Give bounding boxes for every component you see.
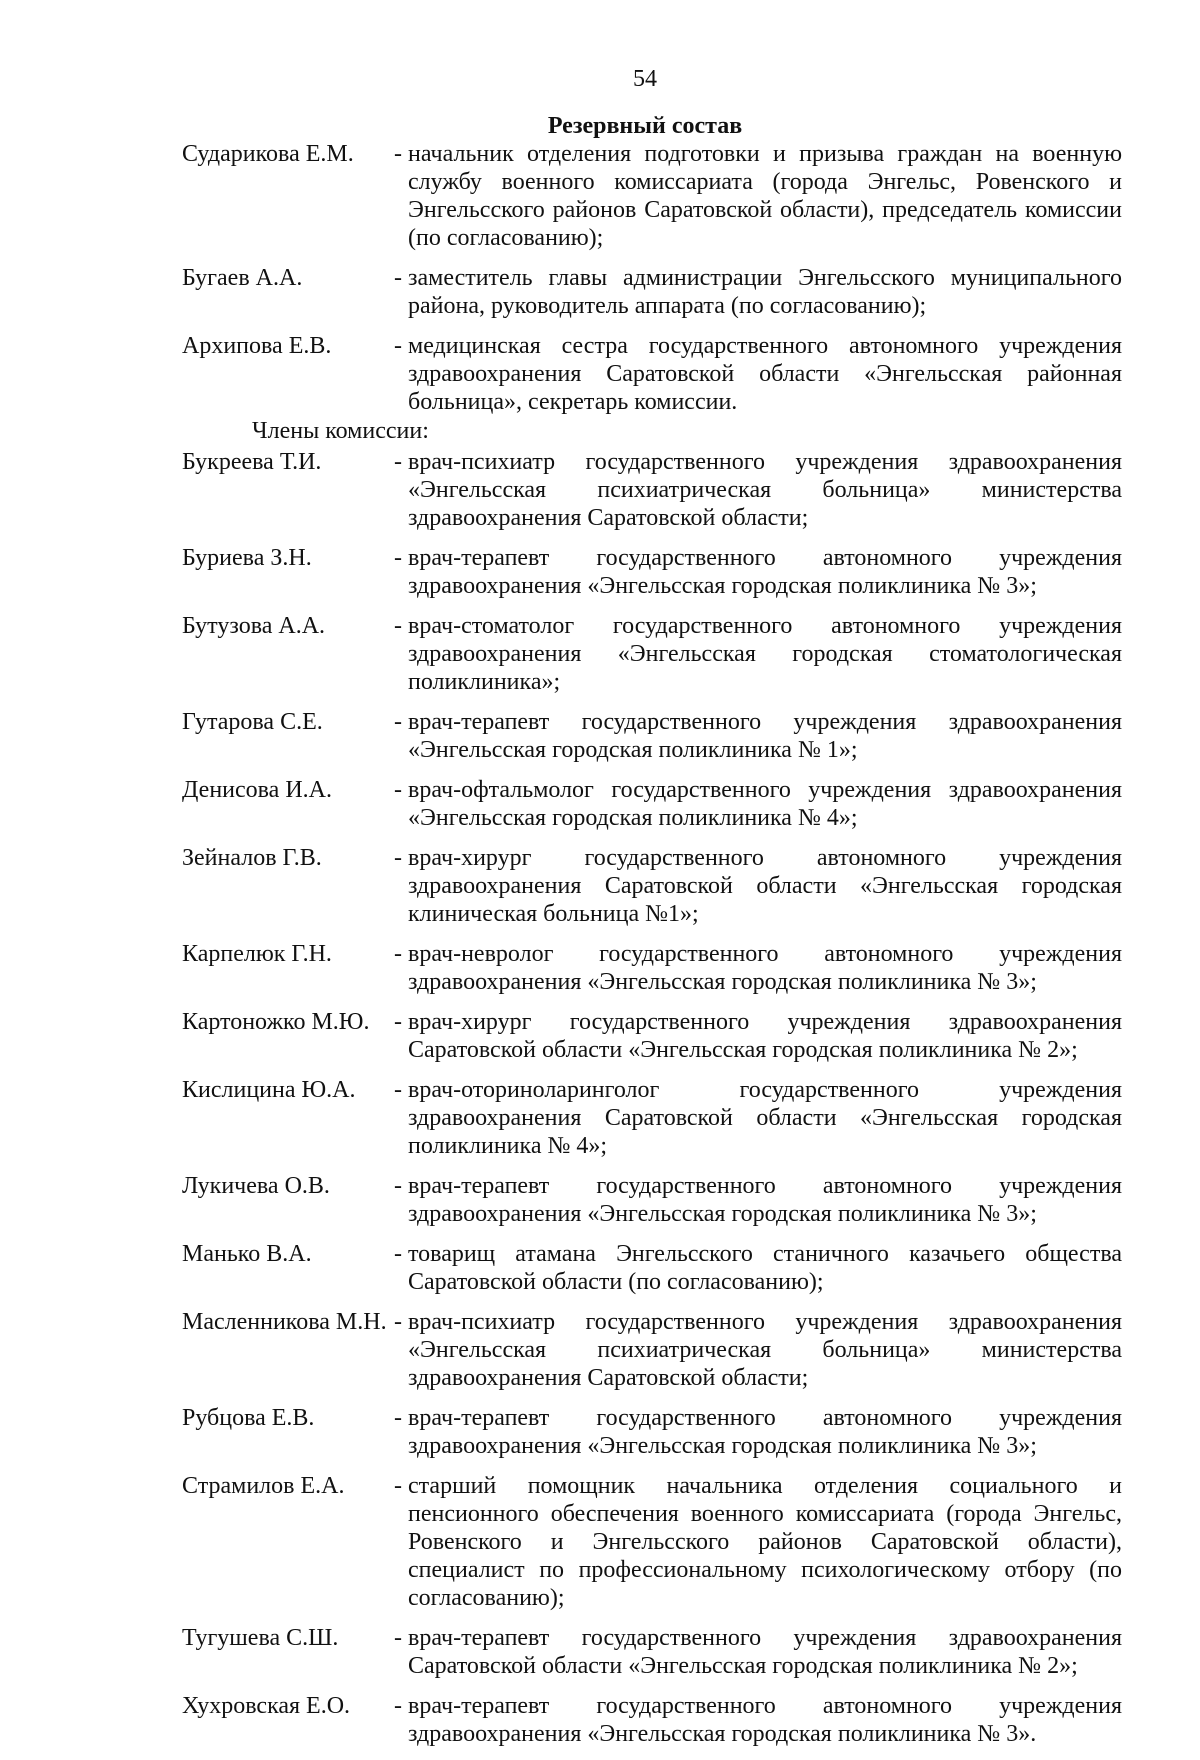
person-name: Картоножко М.Ю. — [182, 1009, 370, 1035]
dash: - — [394, 141, 402, 167]
dash: - — [394, 941, 402, 967]
person-role: врач-терапевт государственного автономного учреждения здравоохранения «Энгельсская городская поликлиника № 3»; — [408, 1173, 1122, 1227]
person-name: Бугаев А.А. — [182, 265, 303, 291]
person-role: врач-невролог государственного автономного учреждения здравоохранения «Энгельсская городская поликлиника № 3»; — [408, 941, 1122, 995]
list-item — [182, 844, 1122, 928]
person-role: заместитель главы администрации Энгельсского муниципального района, руководитель аппарата (по согласованию); — [408, 265, 1122, 319]
dash: - — [394, 1009, 402, 1035]
dash: - — [394, 1309, 402, 1335]
dash: - — [394, 265, 402, 291]
person-role: врач-терапевт государственного автономного учреждения здравоохранения «Энгельсская городская поликлиника № 3». — [408, 1693, 1122, 1747]
person-name: Лукичева О.В. — [182, 1173, 330, 1199]
person-name: Страмилов Е.А. — [182, 1473, 345, 1499]
dash: - — [394, 1625, 402, 1651]
list-item — [182, 1692, 1122, 1748]
dash: - — [394, 333, 402, 359]
person-name: Гутарова С.Е. — [182, 709, 323, 735]
person-name: Букреева Т.И. — [182, 449, 322, 475]
dash: - — [394, 1693, 402, 1719]
members-heading: Члены комиссии: — [252, 418, 429, 444]
person-role: врач-терапевт государственного автономного учреждения здравоохранения «Энгельсская городская поликлиника № 3»; — [408, 1405, 1122, 1459]
list-item — [182, 1076, 1122, 1160]
list-item — [182, 1008, 1122, 1064]
person-role: врач-психиатр государственного учреждения здравоохранения «Энгельсская психиатрическая больница» министерства здравоохранения Саратовской области; — [408, 1309, 1122, 1391]
list-item — [182, 708, 1122, 764]
person-role: врач-терапевт государственного автономного учреждения здравоохранения «Энгельсская городская поликлиника № 3»; — [408, 545, 1122, 599]
person-role: врач-хирург государственного учреждения здравоохранения Саратовской области «Энгельсская городская поликлиника № 2»; — [408, 1009, 1122, 1063]
list-item — [182, 1472, 1122, 1612]
list-item — [182, 776, 1122, 832]
leadership-list — [182, 140, 1122, 428]
person-name: Масленникова М.Н. — [182, 1309, 387, 1335]
section-heading: Резервный состав — [547, 113, 743, 139]
person-name: Карпелюк Г.Н. — [182, 941, 332, 967]
person-name: Хухровская Е.О. — [182, 1693, 351, 1719]
person-role: старший помощник начальника отделения социального и пенсионного обеспечения военного комиссариата (города Энгельс, Ровенского и Энгельсского районов Саратовской области), специалист по профессиональному психологическому отбору (по согласованию); — [408, 1473, 1122, 1611]
list-item — [182, 1308, 1122, 1392]
list-item — [182, 1240, 1122, 1296]
list-item — [182, 448, 1122, 532]
dash: - — [394, 1241, 402, 1267]
dash: - — [394, 545, 402, 571]
person-role: врач-терапевт государственного учреждения здравоохранения «Энгельсская городская поликлиника № 1»; — [408, 709, 1122, 763]
list-item — [182, 1624, 1122, 1680]
person-name: Сударикова Е.М. — [182, 141, 354, 167]
person-name: Кислицина Ю.А. — [182, 1077, 356, 1103]
list-item — [182, 612, 1122, 696]
dash: - — [394, 709, 402, 735]
person-name: Манько В.А. — [182, 1241, 312, 1267]
person-role: начальник отделения подготовки и призыва граждан на военную службу военного комиссариата (города Энгельс, Ровенского и Энгельсского районов Саратовской области), председатель комиссии (по согласованию); — [408, 141, 1122, 251]
dash: - — [394, 1173, 402, 1199]
dash: - — [394, 1405, 402, 1431]
list-item — [182, 544, 1122, 600]
person-role: товарищ атамана Энгельсского станичного казачьего общества Саратовской области (по согласованию); — [408, 1241, 1122, 1295]
person-role: медицинская сестра государственного автономного учреждения здравоохранения Саратовской области «Энгельсская районная больница», секретарь комиссии. — [408, 333, 1122, 415]
person-role: врач-офтальмолог государственного учреждения здравоохранения «Энгельсская городская поликлиника № 4»; — [408, 777, 1122, 831]
person-name: Денисова И.А. — [182, 777, 332, 803]
person-role: врач-терапевт государственного учреждения здравоохранения Саратовской области «Энгельсская городская поликлиника № 2»; — [408, 1625, 1122, 1679]
dash: - — [394, 613, 402, 639]
page-number: 54 — [633, 66, 657, 92]
list-item — [182, 940, 1122, 996]
members-list — [182, 448, 1122, 1760]
person-name: Зейналов Г.В. — [182, 845, 322, 871]
person-name: Рубцова Е.В. — [182, 1405, 315, 1431]
list-item — [182, 1172, 1122, 1228]
dash: - — [394, 1473, 402, 1499]
dash: - — [394, 449, 402, 475]
person-role: врач-хирург государственного автономного учреждения здравоохранения Саратовской области «Энгельсская городская клиническая больница №1»; — [408, 845, 1122, 927]
person-role: врач-стоматолог государственного автономного учреждения здравоохранения «Энгельсская городская стоматологическая поликлиника»; — [408, 613, 1122, 695]
person-name: Бутузова А.А. — [182, 613, 326, 639]
list-item — [182, 264, 1122, 320]
dash: - — [394, 845, 402, 871]
person-name: Буриева З.Н. — [182, 545, 312, 571]
list-item — [182, 332, 1122, 416]
dash: - — [394, 1077, 402, 1103]
person-role: врач-оториноларинголог государственного учреждения здравоохранения Саратовской области «Энгельсская городская поликлиника № 4»; — [408, 1077, 1122, 1159]
list-item — [182, 140, 1122, 252]
list-item — [182, 1404, 1122, 1460]
person-name: Тугушева С.Ш. — [182, 1625, 339, 1651]
person-role: врач-психиатр государственного учреждения здравоохранения «Энгельсская психиатрическая больница» министерства здравоохранения Саратовской области; — [408, 449, 1122, 531]
dash: - — [394, 777, 402, 803]
person-name: Архипова Е.В. — [182, 333, 332, 359]
